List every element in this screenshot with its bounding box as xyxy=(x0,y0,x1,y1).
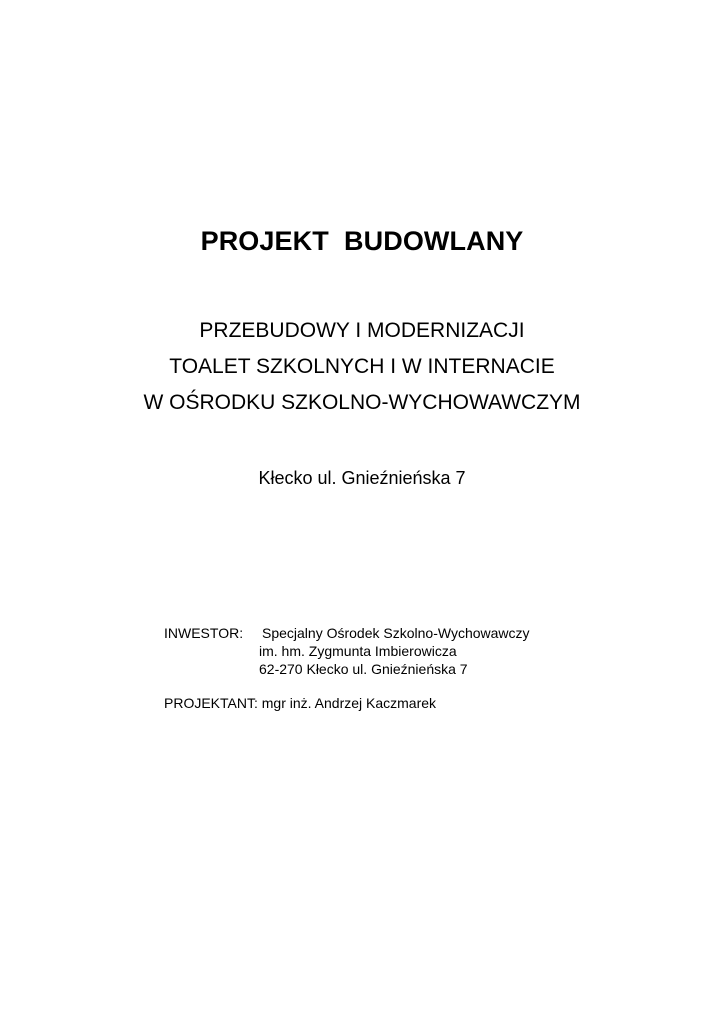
project-location: Kłecko ul. Gnieźnieńska 7 xyxy=(258,468,466,488)
document-title: PROJEKT BUDOWLANY xyxy=(200,226,524,256)
investor-section xyxy=(164,624,530,678)
subtitle-line: PRZEBUDOWY I MODERNIZACJI xyxy=(199,319,525,342)
investor-patron: im. hm. Zygmunta Imbierowicza xyxy=(259,643,457,659)
project-subtitle xyxy=(0,313,724,421)
project-details xyxy=(164,624,530,712)
investor-name: Specjalny Ośrodek Szkolno-Wychowawczy xyxy=(262,625,530,641)
investor-address-line: 62-270 Kłecko ul. Gnieźnieńska 7 xyxy=(259,661,468,677)
subtitle-line: W OŚRODKU SZKOLNO-WYCHOWAWCZYM xyxy=(143,391,581,414)
designer-line: PROJEKTANT: mgr inż. Andrzej Kaczmarek xyxy=(164,695,437,711)
investor-address xyxy=(259,624,530,678)
investor-label: INWESTOR: xyxy=(164,625,244,641)
subtitle-line: TOALET SZKOLNYCH I W INTERNACIE xyxy=(169,355,555,378)
